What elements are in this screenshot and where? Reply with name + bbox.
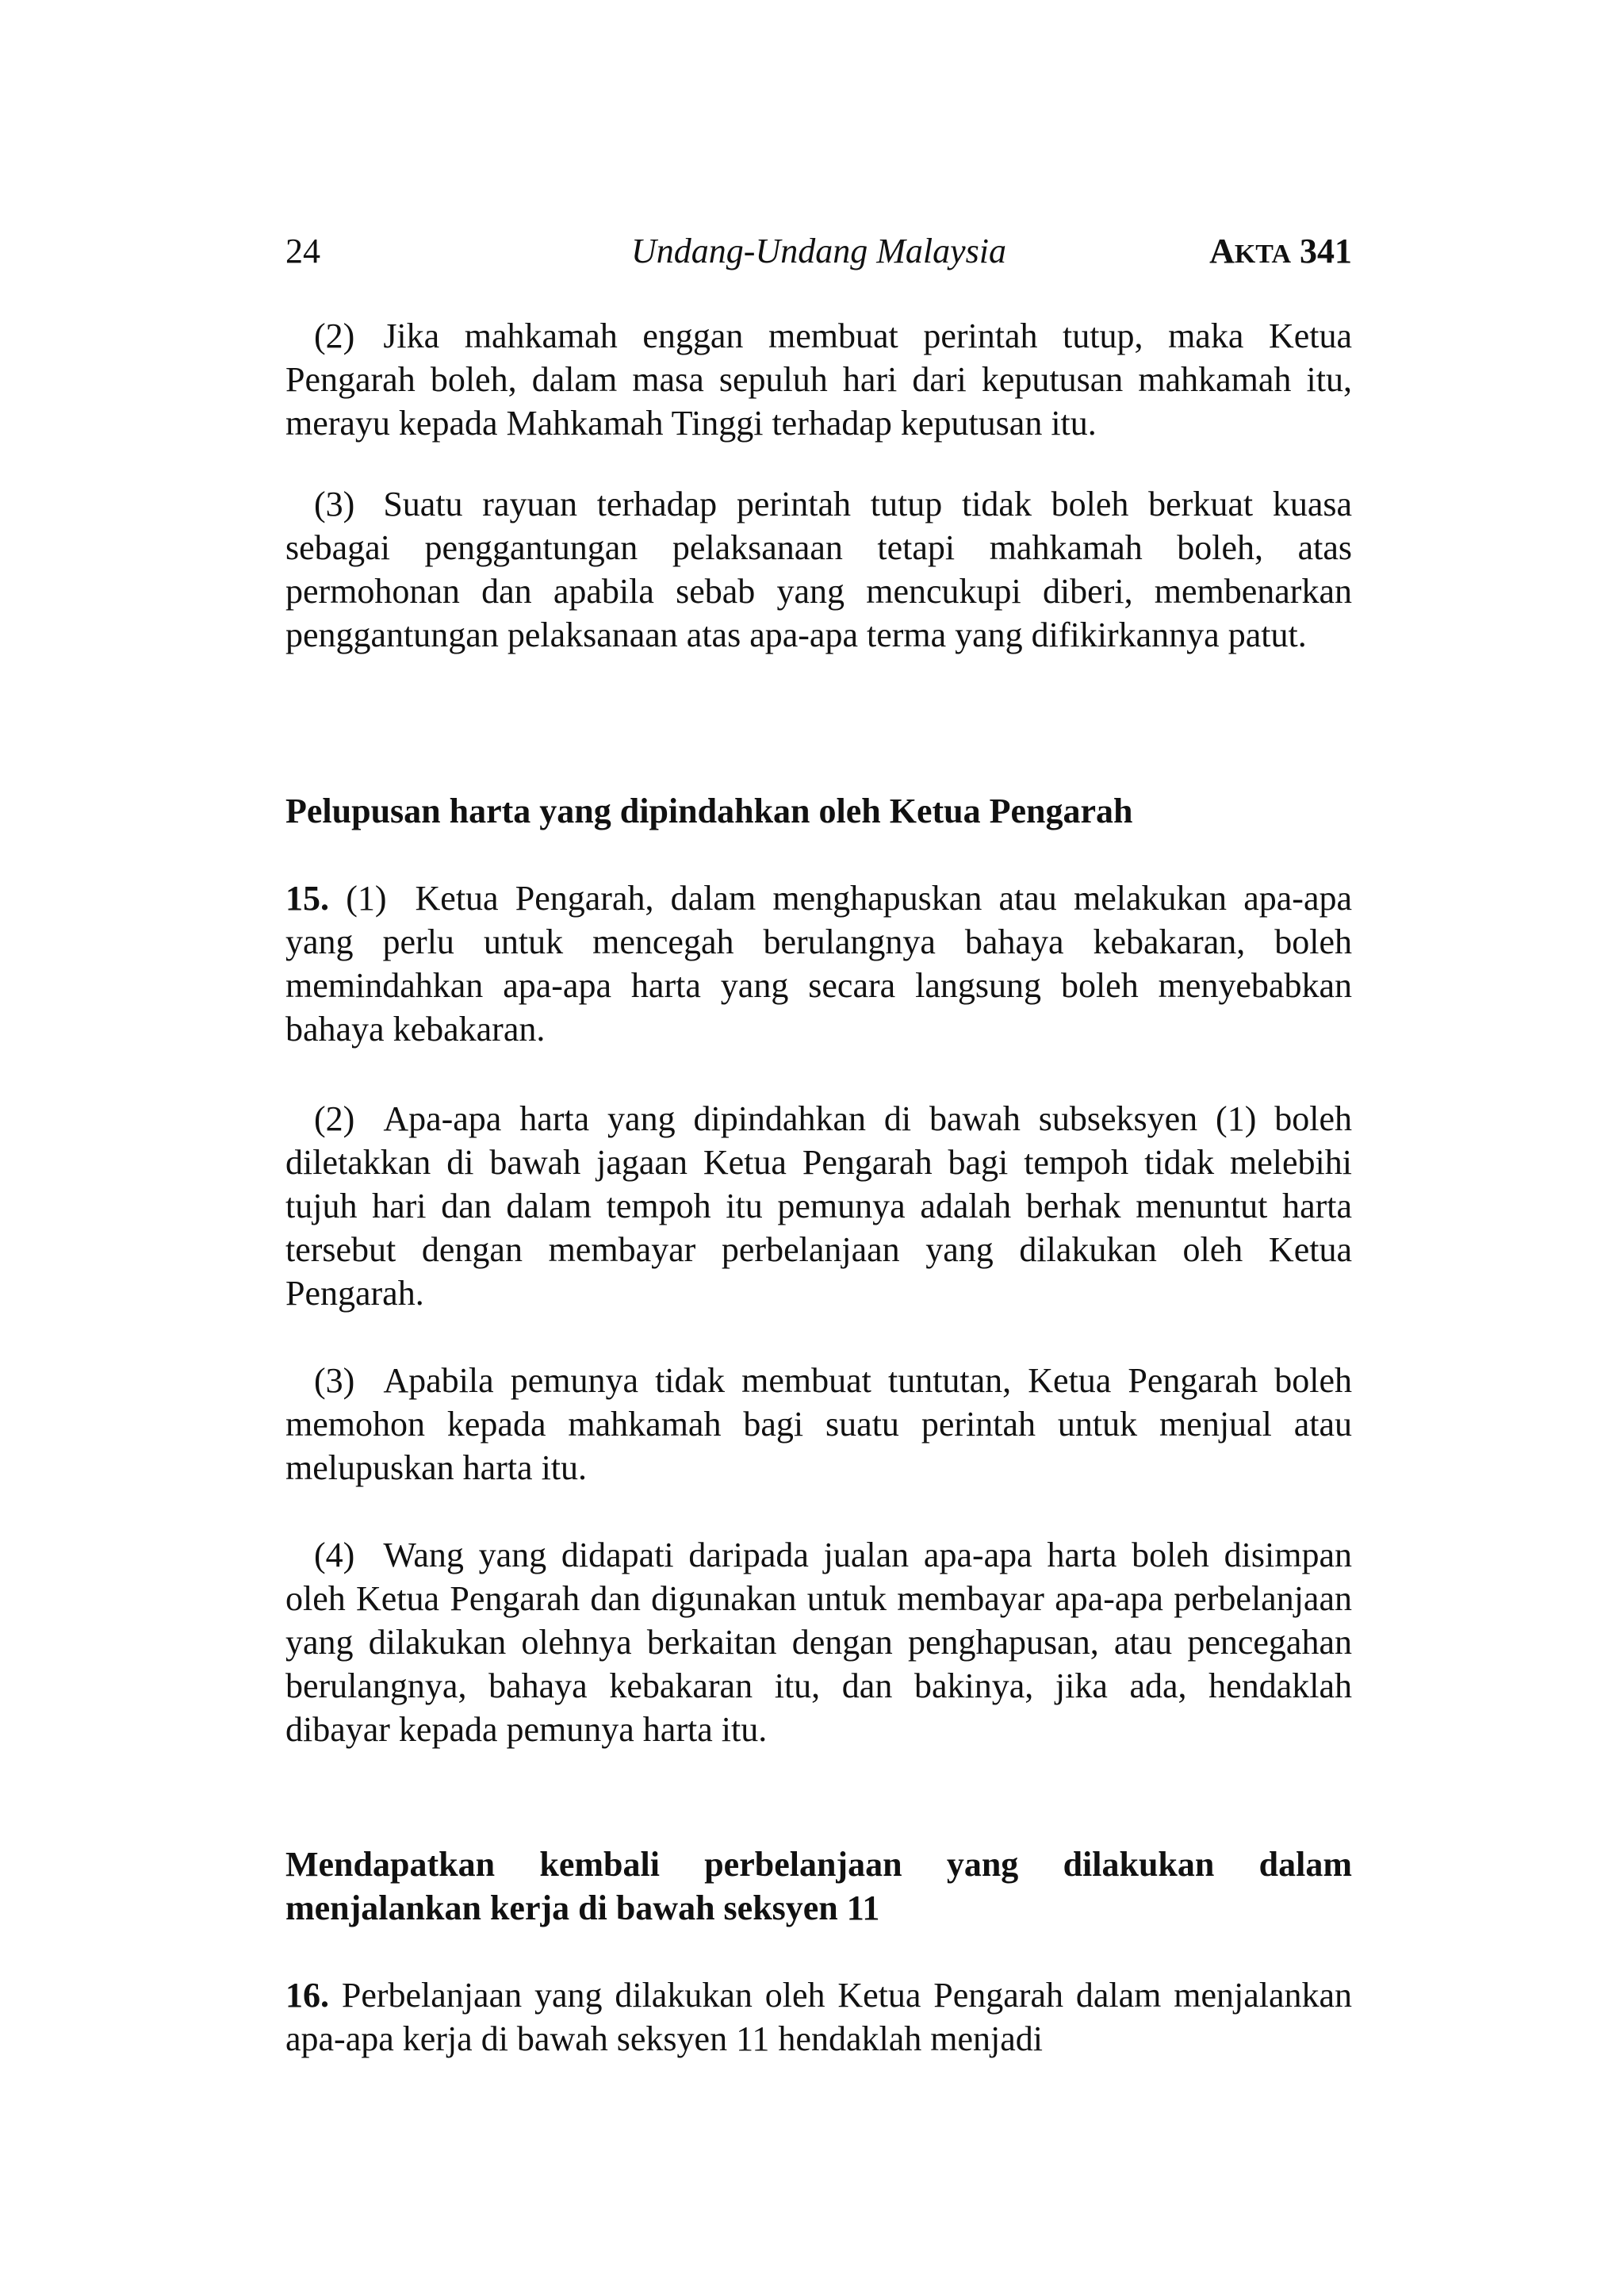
running-header — [285, 228, 1352, 275]
section-14-subsection-2 — [285, 314, 1352, 445]
act-number — [1209, 228, 1352, 278]
subsection-text: Wang yang didapati daripada jualan apa-apa harta boleh disimpan oleh Ketua Pengarah dan digunakan untuk membayar apa-apa perbelanjaan yang dilakukan olehnya berkaitan dengan penghapusan, atau pencegahan berulangnya, bahaya kebakaran itu, dan bakinya, jika ada, hendaklah dibayar kepada pemunya harta itu. — [285, 1536, 1352, 1749]
subsection-marker: (3) — [314, 1361, 355, 1400]
page-number: 24 — [285, 232, 320, 270]
section-text: Perbelanjaan yang dilakukan oleh Ketua Pengarah dalam menjalankan apa-apa kerja di bawah seksyen 11 hendaklah menjadi — [285, 1976, 1353, 2058]
subsection-marker: (1) — [346, 879, 387, 918]
act-digits: 341 — [1300, 232, 1352, 270]
subsection-marker: (3) — [314, 485, 355, 523]
subsection-marker: (4) — [314, 1536, 355, 1574]
section-number: 16. — [285, 1976, 329, 2015]
section-15-subsection-3 — [285, 1359, 1352, 1490]
running-title: Undang-Undang Malaysia — [631, 232, 1006, 270]
section-16-body — [285, 1973, 1352, 2061]
section-15-heading: Pelupusan harta yang dipindahkan oleh Ketua Pengarah — [285, 792, 1133, 830]
act-small-caps: KTA — [1234, 240, 1291, 269]
section-14-subsection-3 — [285, 482, 1352, 657]
subsection-text: Suatu rayuan terhadap perintah tutup tidak boleh berkuat kuasa sebagai penggantungan pelaksanaan tetapi mahkamah boleh, atas permohonan dan apabila sebab yang mencukupi diberi, membenarkan penggantungan pelaksanaan atas apa-apa terma yang difikirkannya patut. — [285, 485, 1352, 654]
section-15-subsection-4 — [285, 1533, 1352, 1751]
subsection-marker: (2) — [314, 1099, 355, 1138]
section-15-subsection-1 — [285, 876, 1352, 1051]
subsection-text: Jika mahkamah enggan membuat perintah tutup, maka Ketua Pengarah boleh, dalam masa sepuluh hari dari keputusan mahkamah itu, merayu kepada Mahkamah Tinggi terhadap keputusan itu. — [285, 316, 1352, 443]
section-number: 15. — [285, 879, 329, 918]
subsection-text: Apa-apa harta yang dipindahkan di bawah subseksyen (1) boleh diletakkan di bawah jagaan Ketua Pengarah bagi tempoh tidak melebihi tujuh hari dan dalam tempoh itu pemunya adalah berhak menuntut harta tersebut dengan membayar perbelanjaan yang dilakukan oleh Ketua Pengarah. — [285, 1099, 1352, 1313]
subsection-marker: (2) — [314, 316, 355, 355]
section-15-subsection-2 — [285, 1097, 1352, 1315]
subsection-text: Ketua Pengarah, dalam menghapuskan atau melakukan apa-apa yang perlu untuk mencegah berulangnya bahaya kebakaran, boleh memindahkan apa-apa harta yang secara langsung boleh menyebabkan bahaya kebakaran. — [285, 879, 1352, 1049]
act-prefix: A — [1209, 232, 1235, 270]
subsection-text: Apabila pemunya tidak membuat tuntutan, Ketua Pengarah boleh memohon kepada mahkamah bagi suatu perintah untuk menjual atau melupuskan harta itu. — [285, 1361, 1352, 1487]
section-16-heading: Mendapatkan kembali perbelanjaan yang dilakukan dalam menjalankan kerja di bawah seksyen 11 — [285, 1845, 1352, 1927]
